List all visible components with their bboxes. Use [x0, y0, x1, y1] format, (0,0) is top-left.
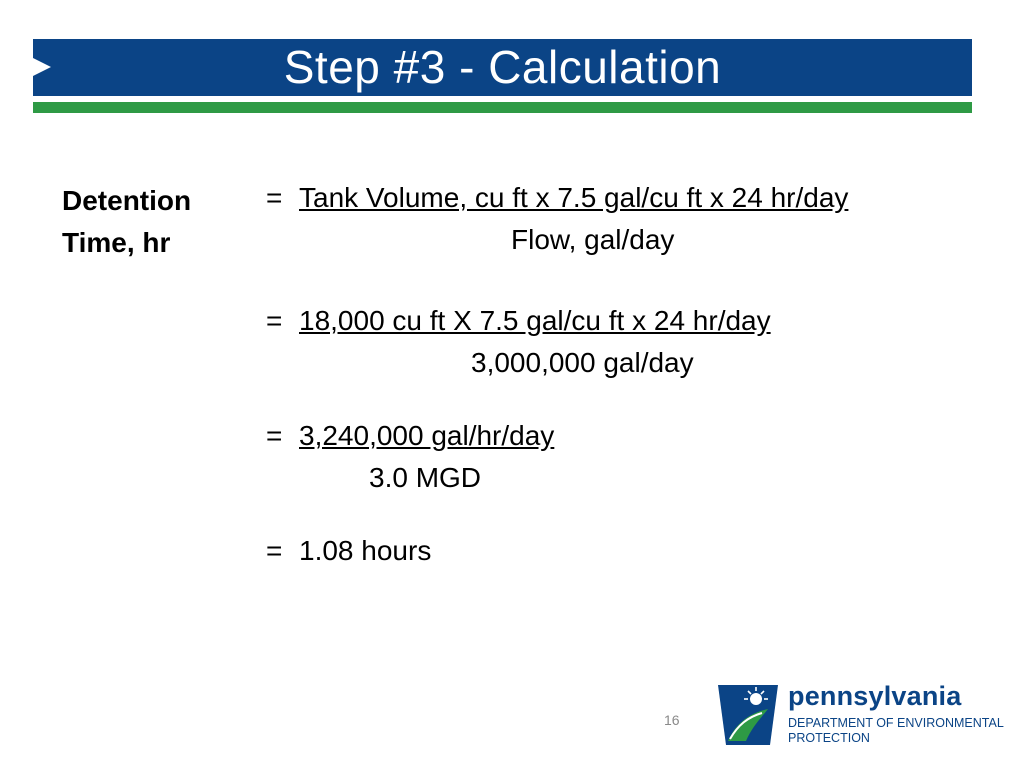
logo-department-line-2: PROTECTION: [788, 731, 870, 745]
formula-label: [62, 180, 191, 264]
step1-denominator: Flow, gal/day: [511, 224, 675, 255]
equals-sign-1: =: [266, 182, 283, 213]
slide-title: Step #3 - Calculation: [283, 41, 722, 93]
result-value: 1.08 hours: [299, 535, 432, 566]
pa-dep-logo: [716, 683, 1016, 747]
equals-sign-3: =: [266, 420, 283, 451]
logo-department-line-1: DEPARTMENT OF ENVIRONMENTAL: [788, 716, 1004, 730]
step3-numerator: 3,240,000 gal/hr/day: [299, 420, 555, 451]
step1-numerator: Tank Volume, cu ft x 7.5 gal/cu ft x 24 hr/day: [299, 182, 849, 213]
page-number: 16: [664, 712, 680, 728]
logo-department: [788, 716, 1004, 746]
step2-denominator: 3,000,000 gal/day: [471, 347, 694, 378]
step3-denominator: 3.0 MGD: [369, 462, 482, 493]
equals-sign-4: =: [266, 535, 283, 566]
logo-name: pennsylvania: [788, 681, 962, 711]
equals-sign-2: =: [266, 305, 283, 336]
label-line-2: Time, hr: [62, 227, 171, 258]
keystone-icon: [716, 683, 780, 747]
step2-numerator: 18,000 cu ft X 7.5 gal/cu ft x 24 hr/day: [299, 305, 771, 336]
green-divider: [33, 102, 972, 113]
label-line-1: Detention: [62, 185, 192, 216]
